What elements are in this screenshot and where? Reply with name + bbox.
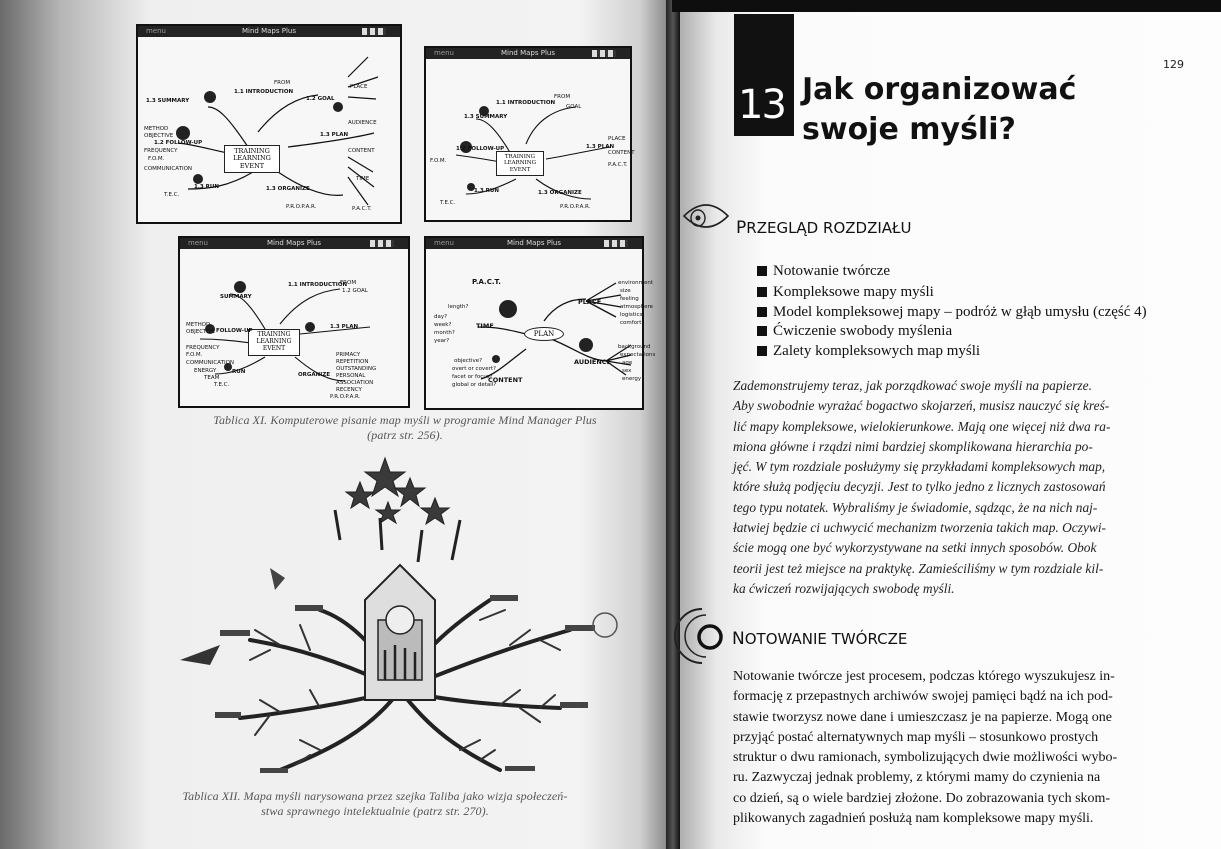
intro-line: jęć. W tym rozdziale posłużymy się przykładami kompleksowych map, [733,459,1106,475]
page-edge-shadow [672,0,1221,12]
branch-label: CONTENT [608,150,635,156]
book-spine [666,0,680,849]
branch-label: FROM [554,94,571,100]
body-line: formację z przepastnych archiwów swojej pamięci bądź na ich pod- [733,689,1113,705]
bullet-square-icon [757,307,767,317]
window-titlebar [426,48,630,59]
branch-label: TIME [476,322,494,330]
branch-label: COMMUNICATION [144,166,193,172]
caption-line: (patrz str. 256). [367,428,443,442]
branch-label: 1.3 SUMMARY [464,114,508,120]
branch-label: size [620,288,631,294]
branch-label: global or detail? [452,382,497,388]
center-line: PLAN [533,330,555,338]
heading-initial: N [732,629,745,649]
branch-label: PERSONAL [336,373,366,379]
chapter-title [802,70,1076,150]
window-title: Mind Maps Plus [267,239,321,247]
branch-label: day? [434,314,448,320]
intro-line: które służą podjęciu decyzji. Jest to tylko jedno z licznych zastosowań [733,479,1106,495]
branch-label: 1.2 FOLLOW-UP [456,146,505,152]
branch-label: background [618,344,651,350]
window-title: Mind Maps Plus [242,27,296,35]
branch-label: PLACE [608,136,626,142]
branch-label: 1.3 RUN [194,184,219,190]
window-titlebar [426,238,642,249]
intro-line: łatwiej będzie ci uchwycić mechanizm tworzenia takich map. Oczywi- [733,520,1106,536]
eye-icon [680,198,732,234]
center-line: EVENT [509,166,531,173]
window-title: Mind Maps Plus [501,49,555,57]
window-buttons [362,28,386,35]
branch-label: FREQUENCY [144,148,178,154]
bullet-item [757,322,952,340]
intro-line: ście mogą one być wykorzystywane na setki innych sposobów. Obok [733,540,1097,556]
branch-label: GOAL [566,104,582,110]
section-heading [732,629,907,649]
branch-label: 1.3 RUN [474,188,499,194]
branch-label: comfort [620,320,642,326]
bullet-square-icon [757,346,767,356]
branch-label: FOLLOW-UP [216,328,253,334]
body-line: co dzień, są o wiele bardziej złożone. Do zobrazowania tych skom- [733,790,1111,806]
mind-manager-screenshot-1 [136,24,402,224]
branch-label: month? [434,330,455,336]
heading-rest: RZEGLĄD [746,219,819,237]
intro-line: tego typu notatek. Wybraliśmy je świadomie, sądząc, że na nich naj- [733,499,1098,515]
branch-label: 1.3 ORGANIZE [538,190,582,196]
branch-label: length? [448,304,469,310]
branch-label: F.O.M. [186,352,203,358]
bullet-text: Kompleksowe mapy myśli [773,284,934,300]
stars-decoration [346,458,449,524]
menu-label: menu [188,239,208,247]
mind-manager-screenshot-4 [424,236,656,410]
branch-label: P.R.O.P.A.R. [560,204,591,210]
branch-label: objective? [454,358,483,364]
map-canvas [138,37,400,222]
bullet-square-icon [757,326,767,336]
map-canvas [426,59,635,220]
menu-label: menu [434,239,454,247]
branch-label: week? [434,322,452,328]
branch-label: P.A.C.T. [608,162,628,168]
caption-line: Tablica XI. Komputerowe pisanie map myśli w programie Mind Manager Plus [213,413,597,427]
body-line: plikowanych zagadnień posłużą nam kompleksowe mapy myśli. [733,811,1094,827]
branch-label: METHOD [186,322,211,328]
intro-line: Zademonstrujemy teraz, jak porządkować swoje myśli na papierze. [733,378,1092,393]
caption-line: stwa sprawnego intelektualnie (patrz str. 270). [261,804,489,818]
branch-label: 1.3 SUMMARY [146,98,190,104]
center-line: LEARNING [256,337,292,345]
branch-label: REPETITION [336,359,369,365]
branch-label: OBJECTIVE [144,133,174,139]
branch-label: FREQUENCY [186,345,220,351]
branch-label: P.R.O.P.A.R. [330,394,361,400]
branch-label: T.E.C. [214,382,230,388]
map-center [524,327,564,341]
branch-label: 1.3 PLAN [320,132,349,138]
center-line: EVENT [262,344,286,352]
intro-line: lić mapy kompleksowe, wielokierunkowe. Mają one więcej niż dwa ra- [733,418,1111,434]
bullet-square-icon [757,287,767,297]
branch-label: ASSOCIATION [336,380,374,386]
map-center [224,145,280,173]
bullet-text: Ćwiczenie swobody myślenia [773,323,953,339]
bullet-item [757,303,1147,321]
branch-label: TIME [356,176,370,182]
branch-label: AUDIENCE [348,120,377,126]
branch-label: atmosphere [620,304,653,310]
section-ring-icon [672,605,728,667]
caption-line: Tablica XII. Mapa myśli narysowana przez szejka Taliba jako wizja społeczeń- [182,789,568,803]
heading-rest: OTOWANIE [744,630,827,648]
chapter-number: 13 [738,82,785,128]
branch-label: TEAM [204,375,220,381]
bullet-text: Zalety kompleksowych map myśli [773,343,981,359]
body-line: Notowanie twórcze jest procesem, podczas którego wyszukujesz in- [733,669,1115,684]
branch-label: 1.3 PLAN [330,324,359,330]
overview-heading [736,218,911,238]
map-canvas [180,249,408,406]
branch-label: CONTENT [348,148,375,154]
center-line: LEARNING [233,154,271,163]
branch-label: logistics [620,312,643,318]
window-titlebar [180,238,408,249]
branch-label: P.A.C.T. [472,278,501,286]
branch-label: FROM [274,80,291,86]
branch-label: 1.3 ORGANIZE [266,186,310,192]
branch-label: PRIMACY [336,352,361,358]
menu-label: menu [434,49,454,57]
body-line: ru. Zazwyczaj jednak problemy, z którymi mamy do czynienia na [733,770,1101,786]
branch-label: 1.2 FOLLOW-UP [154,140,203,146]
branch-label: expectations [620,352,656,358]
heading-initial: P [736,218,747,238]
mind-manager-screenshot-3 [178,236,410,408]
branch-label: year? [434,338,450,344]
intro-line: teorii jest też miejsce na praktykę. Zamieściliśmy w tym rozdziale kil- [733,560,1104,576]
branch-label: P.A.C.T. [352,206,372,212]
branch-label: T.E.C. [164,192,180,198]
page-number: 129 [1163,58,1184,71]
caption-tablica-xi [150,413,660,443]
branch-label: F.O.M. [148,156,165,162]
branch-label: OBJECTIVE [186,329,216,335]
branch-label: SUMMARY [220,294,252,300]
center-line: TRAINING [504,154,536,160]
chapter-title-line: swoje myśli? [802,112,1016,147]
branch-label: 1.1 INTRODUCTION [496,100,556,106]
branch-label: 1.2 GOAL [306,96,335,102]
branch-label: FROM [340,280,357,286]
branch-label: facet or focus? [452,374,493,380]
chapter-intro [733,376,1149,599]
branch-label: 1.1 INTRODUCTION [288,282,348,288]
window-titlebar [138,26,400,37]
body-text [733,667,1145,829]
heading-word: ROZDZIAŁU [823,219,912,237]
window-title: Mind Maps Plus [507,239,561,247]
branch-label: PLACE [578,298,602,306]
window-buttons [370,240,394,247]
center-line: TRAINING [234,147,270,155]
branch-label: METHOD [144,126,169,132]
branch-label: AUDIENCE [574,358,612,366]
branch-label: F.O.M. [430,158,447,164]
branch-label: COMMUNICATION [186,360,235,366]
intro-line: miona główne i rządzi nimi bardziej skomplikowana hierarchia po- [733,438,1093,454]
branch-label: 1.3 PLAN [586,144,615,150]
branch-label: OUTSTANDING [336,366,377,372]
map-branches [426,59,630,220]
hand-drawn-mind-map [160,450,640,780]
branch-label: T.E.C. [440,200,456,206]
chapter-title-line: Jak organizować [802,72,1077,107]
heading-word: TWÓRCZE [831,630,908,648]
center-line: TRAINING [257,331,291,338]
body-line: przyjąć postać alternatywnych map myśli – stosunkowo prostych [733,729,1099,745]
intro-line: Aby swobodnie wyrażać bogactwo skojarzeń, musisz nauczyć się kreś- [733,398,1110,414]
branch-label: 1.1 INTRODUCTION [234,89,294,95]
map-center [496,151,544,176]
branch-label: ORGANIZE [298,372,331,378]
branch-label: ENERGY [194,368,217,374]
branch-label: CONTENT [488,376,523,384]
bullet-item [757,262,890,280]
branch-label: PLACE [350,84,368,90]
body-line: struktur o dwu ramionach, symbolizujących dwie możliwości wybo- [733,750,1118,766]
branch-label: sex [622,368,632,374]
menu-label: menu [146,27,166,35]
branch-label: feeling [620,296,639,302]
center-line: EVENT [239,161,265,170]
branch-label: RUN [232,369,246,375]
intro-line: ka ćwiczeń rozwijających swobodę myśli. [733,580,955,596]
window-buttons [604,240,628,247]
map-canvas [426,249,656,408]
branch-label: P.R.O.P.A.R. [286,204,317,210]
caption-tablica-xii [140,789,610,819]
body-line: stawie tworzysz nowe dane i umieszczasz je na papierze. Mogą one [733,709,1113,725]
window-buttons [592,50,616,57]
branch-label: environment [618,280,654,286]
branch-label: 1.2 GOAL [342,288,368,294]
bullet-item [757,342,980,360]
branch-label: overt or covert? [452,366,496,372]
map-center [248,329,300,356]
mind-manager-screenshot-2 [424,46,635,222]
center-line: LEARNING [504,160,536,167]
branch-label: RECENCY [336,387,362,393]
bullet-text: Model kompleksowej mapy – podróż w głąb umysłu (część 4) [773,304,1147,320]
bullet-square-icon [757,266,767,276]
bullet-item [757,283,934,301]
branch-label: energy [622,376,642,382]
branch-label: age [622,360,633,366]
bullet-text: Notowanie twórcze [773,263,891,279]
